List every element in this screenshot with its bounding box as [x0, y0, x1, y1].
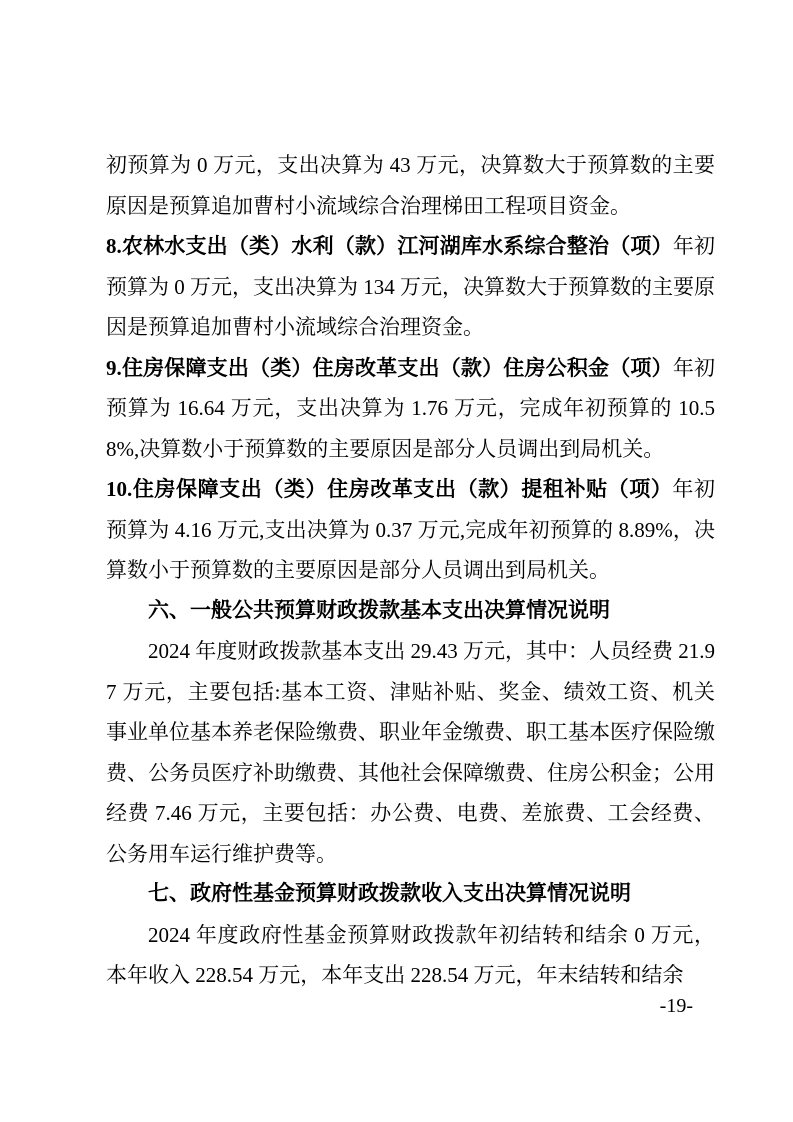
body-paragraph — [106, 226, 715, 348]
page-number: -19- — [659, 995, 693, 1017]
paragraph-text: 年初预算为 4.16 万元,支出决算为 0.37 万元,完成年初预算的 8.89%，决算数小于预算数的主要原因是部分人员调出到局机关。 — [106, 477, 716, 582]
body-paragraph — [106, 915, 715, 996]
body-paragraph — [106, 145, 715, 226]
paragraph-lead-bold: 8.农林水支出（类）水利（款）江河湖库水系综合整治（项） — [106, 234, 673, 258]
paragraph-text: 2024 年度财政拨款基本支出 29.43 万元，其中：人员经费 21.97 万元，主要包括:基本工资、津贴补贴、奖金、绩效工资、机关事业单位基本养老保险缴费、职业年金缴费、职工基本医疗保险缴费、公务员医疗补助缴费、其他社会保障缴费、住房公积金；公用经费 7.46 万元，主要包括：办公费、电费、差旅费、工会经费、公务用车运行维护费等。 — [106, 639, 715, 866]
paragraph-text: 初预算为 0 万元，支出决算为 43 万元，决算数大于预算数的主要原因是预算追加曹村小流域综合治理梯田工程项目资金。 — [106, 153, 715, 218]
paragraph-text: 2024 年度政府性基金预算财政拨款年初结转和结余 0 万元，本年收入 228.54 万元，本年支出 228.54 万元，年末结转和结余 — [106, 922, 715, 987]
body-paragraph — [106, 631, 715, 874]
body-paragraph — [106, 469, 715, 591]
body-paragraph — [106, 348, 715, 470]
paragraph-lead-bold: 9.住房保障支出（类）住房改革支出（款）住房公积金（项） — [106, 355, 673, 380]
section-heading — [106, 591, 715, 632]
paragraph-text: 年初预算为 0 万元，支出决算为 134 万元，决算数大于预算数的主要原因是预算追加曹村小流域综合治理资金。 — [106, 234, 715, 339]
paragraph-lead-bold: 六、一般公共预算财政拨款基本支出决算情况说明 — [148, 598, 610, 622]
section-heading — [106, 874, 715, 915]
paragraph-lead-bold: 七、政府性基金预算财政拨款收入支出决算情况说明 — [148, 882, 631, 905]
paragraph-lead-bold: 10.住房保障支出（类）住房改革支出（款）提租补贴（项） — [106, 477, 673, 501]
paragraph-text: 年初预算为 16.64 万元，支出决算为 1.76 万元，完成年初预算的 10.58%,决算数小于预算数的主要原因是部分人员调出到局机关。 — [106, 355, 715, 461]
document-body — [106, 145, 715, 996]
